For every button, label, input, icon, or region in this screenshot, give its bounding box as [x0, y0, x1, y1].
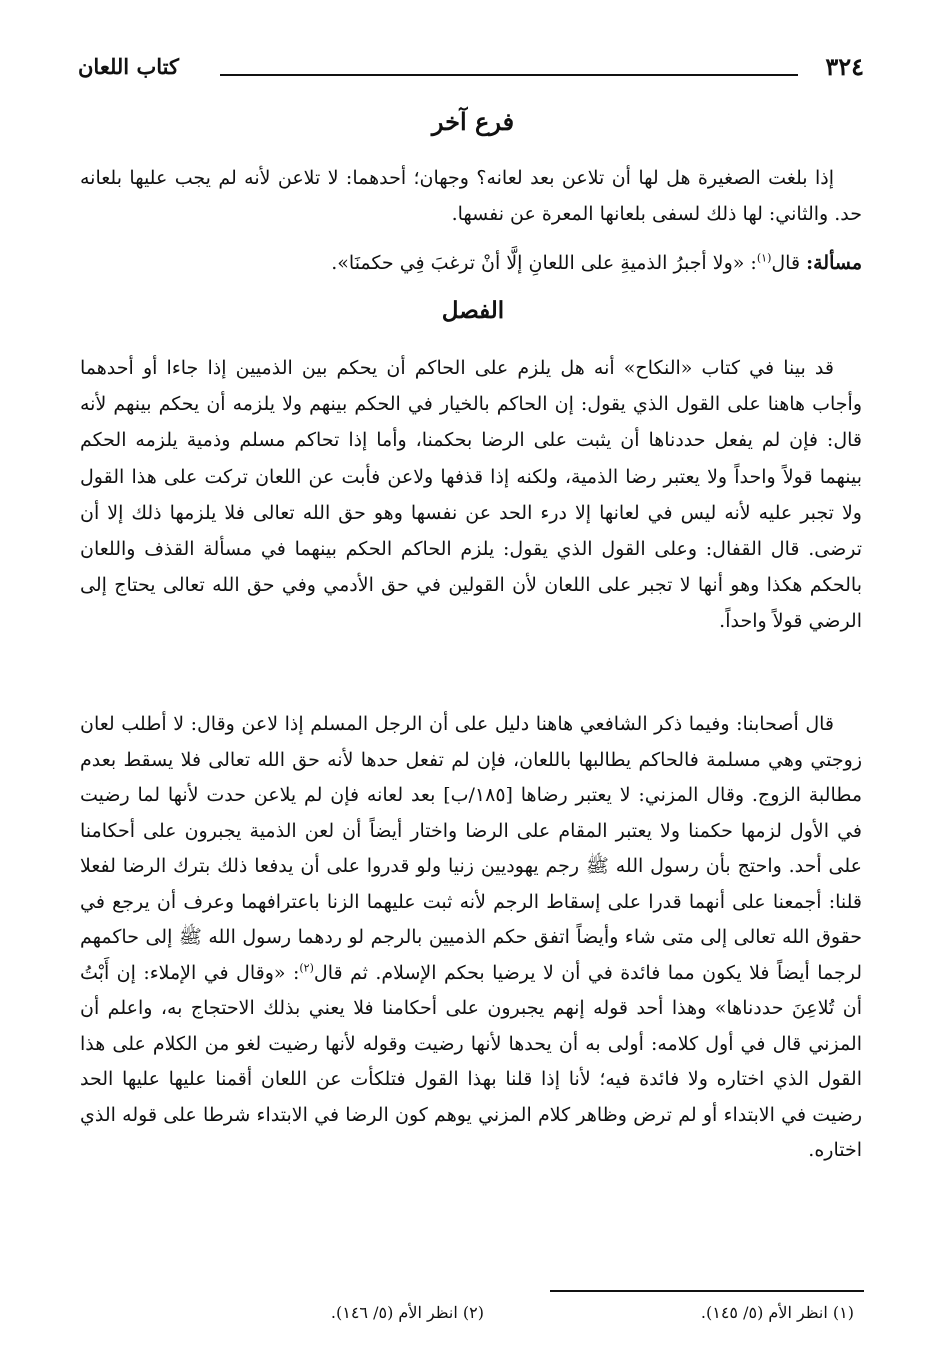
branch-paragraph — [80, 160, 862, 232]
header-rule — [220, 74, 798, 76]
footnote-2: (٢) انظر الأم (٥/ ١٤٦). — [330, 1303, 484, 1322]
section-heading: الفصل — [441, 297, 505, 324]
paragraph-2-text-b: : «وقال في الإملاء: إن أَبْتُ أن تُلاعِنَ حددناها» وهذا أحد قوله إنهم يجبرون على أحكامنا فلا يعني بذلك الاحتجاج به، واعلم أن المزني قال في أول كلامه: أولى به أن يحدها لأنها رضيت وقوله لأنها رضيت لغو من الكلام على هذا القول الذي اختاره ولا فائدة فيه؛ لأنا إذا قلنا بهذا القول فتلكأت عن اللعان أقمنا عليها عليها الحد رضيت في الابتداء أو لم ترض وظاهر كلام المزني يوهم كون الرضا في الابتداء شرطا على قوله الذي اختاره. — [80, 961, 862, 1161]
footnote-1: (١) انظر الأم (٥/ ١٤٥). — [700, 1303, 854, 1322]
footnote-rule — [550, 1290, 864, 1292]
issue-text-before: قال — [771, 252, 801, 274]
section-paragraph-2 — [80, 707, 862, 1169]
branch-heading: فرع آخر — [431, 107, 515, 136]
issue-quote: : «ولا أجبرُ الذميةِ على اللعانِ إلَّا أنْ ترغبَ فِي حكمنَا». — [331, 252, 757, 274]
paragraph-2-text-a: قال أصحابنا: وفيما ذكر الشافعي هاهنا دليل على أن الرجل المسلم إذا لاعن وقال: لا أطلب لعان زوجتي وهي مسلمة فالحاكم يطالبها باللعان، فإن لم تفعل حدها لأنه حق الله تعالى فلا يسقط بعدم مطالبة الزوج. وقال المزني: لا يعتبر رضاها [١٨٥/ب] بعد لعانه فإن لم يلاعن حدت لأنها لما رضيت في الأول لزمها حكمنا ولا يعتبر المقام على الرضا واختار أيضاً أن لعن الذمية يجبرون على أحكامنا على أحد. واحتج بأن رسول الله ﷺ رجم يهوديين زنيا ولو قدروا على أن يدفعا ذلك بترك الرضا لفعلا قلنا: أجمعنا على أنهما قدرا على إسقاط الرجم لأنه ثبت عليهما الزنا باعترافهما وعرف أن يرجع في حقوق الله تعالى إلى متى شاء وأيضاً اتفق حكم الذميين بالرجم لو ردهما رسول الله ﷺ إلى حاكمهم لرجما أيضاً فلا يكون مما فائدة في أن لا يرضيا بحكم الإسلام. ثم قال — [80, 713, 862, 984]
page-header — [78, 52, 864, 92]
footnote-ref-1: (١) — [756, 251, 772, 265]
page-number: ٣٢٤ — [825, 52, 864, 81]
running-title: كتاب اللعان — [78, 54, 179, 79]
section-paragraph-1 — [80, 350, 862, 640]
issue-label: مسألة: — [806, 252, 862, 274]
branch-text: إذا بلغت الصغيرة هل لها أن تلاعن بعد لعانه؟ وجهان؛ أحدهما: لا تلاعن لأنه لم يجب عليها بلعانه حد. والثاني: لها ذلك لسفى بلعانها المعرة عن نفسها. — [80, 167, 862, 225]
issue-paragraph — [80, 245, 862, 281]
footnote-ref-2: (٢) — [299, 961, 314, 975]
paragraph-1-text: قد بينا في كتاب «النكاح» أنه هل يلزم على الحاكم أن يحكم بين الذميين إذا جاءا أو أحدهما وأجاب هاهنا على القول الذي يقول: إن الحاكم بالخيار في الحكم بينهم ولا يلزمه أن يحكم بينهم لأنه قال: فإن لم يفعل حددناها أن يثبت على الرضا بحكمنا، وأما إذا تحاكم مسلم وذمية يلزمه الحكم بينهما قولاً واحداً ولا يعتبر رضا الذمية، ولكنه إذا قذفها ولاعن فأبت عن اللعان تركت على هذا القول ولا تجبر عليه لأنه ليس في لعانها إلا درء الحد عن نفسها وهو حق الله تعالى فلا يلزمها ذلك إلا أن ترضى. قال القفال: وعلى القول الذي يقول: يلزم الحاكم الحكم بينهما في مسألة القذف واللعان بالحكم هكذا وهو أنها لا تجبر على اللعان لأن القولين في حق الأدمي وفي حق الله تعالى يحتاج إلى الرضي قولاً واحداً. — [80, 357, 862, 633]
